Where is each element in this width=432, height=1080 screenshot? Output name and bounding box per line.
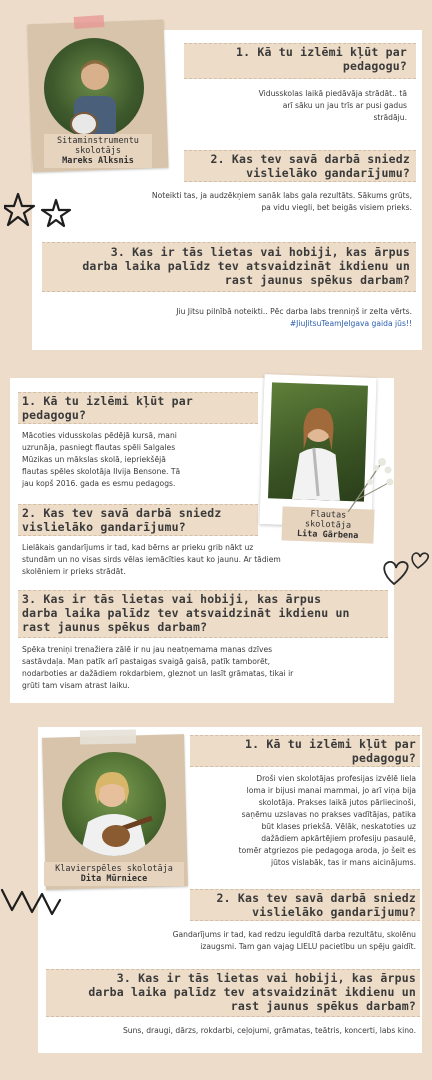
- tape-decoration: [74, 15, 105, 29]
- person-silhouette-icon: [62, 752, 166, 856]
- teacher-caption: Flautas skolotāja Lita Gārbena: [281, 506, 374, 543]
- hashtag-link[interactable]: #JiuJitsuTeamJelgava gaida jūs!!: [289, 319, 412, 328]
- teacher-caption: Klavierspēles skolotāja Dita Mūrniece: [44, 862, 184, 886]
- question-1: 1. Kā tu izlēmi kļūt par pedagogu?: [22, 394, 193, 422]
- teacher-photo-mareks: [44, 38, 144, 138]
- question-1: 1. Kā tu izlēmi kļūt par pedagogu?: [236, 45, 407, 73]
- answer-3: Jiu Jitsu pilnībā noteikti.. Pēc darba labs trenniņš ir zelta vērts. #JiuJitsuTeamJelgava gaida jūs!!: [52, 306, 412, 330]
- flower-sprig-icon: [342, 452, 400, 514]
- teacher-caption: Sitaminstrumentu skolotājs Mareks Alksnis: [44, 134, 152, 168]
- question-3: 3. Kas ir tās lietas vai hobiji, kas ārpus darba laika palīdz tev atsvaidzināt ikdienu un rast jaunus spēkus darbam?: [22, 592, 350, 634]
- answer-1: Vidusskolas laikā piedāvāja strādāt.. tā arī sāku un jau trīs ar pusi gadus strādāju.: [258, 89, 407, 122]
- question-2: 2. Kas tev savā darbā sniedz vislielāko gandarījumu?: [210, 152, 410, 180]
- answer-1: Droši vien skolotājas profesijas izvēlē liela loma ir bijusi manai mammai, jo arī viņa bija skolotāja. Prakses laikā jutos pārliecinoši, saņēmu uzslavas no prakses vadītājas, patika būt klases priekšā. Vēlāk, neskatoties uz dažādiem apkārtējiem profesiju pasaulē, tomēr atgriezos pie pedagoga aroda, jo šeit es jūtos vislabāk, tas ir mans aicinājums.: [238, 774, 416, 867]
- answer-2: Noteikti tas, ja audzēkņiem sanāk labs gala rezultāts. Sākums grūts, pa vidu viegli, bet beigās visiem prieks.: [151, 191, 412, 212]
- zigzag-doodle-icon: [0, 880, 64, 930]
- tape-decoration: [80, 730, 136, 745]
- person-silhouette-icon: [44, 38, 144, 138]
- hearts-doodle-icon: [380, 542, 432, 594]
- answer-2: Gandarījums ir tad, kad redzu ieguldītā darba rezultātu, skolēnu izaugsmi. Tam gan vajag LIELU pacietību un spēju gaidīt.: [172, 930, 416, 951]
- question-3: 3. Kas ir tās lietas vai hobiji, kas ārpus darba laika palīdz tev atsvaidzināt ikdienu un rast jaunus spēkus darbam?: [82, 245, 410, 287]
- question-3: 3. Kas ir tās lietas vai hobiji, kas ārpus darba laika palīdz tev atsvaidzināt ikdienu un rast jaunus spēkus darbam?: [88, 971, 416, 1013]
- question-2: 2. Kas tev savā darbā sniedz vislielāko gandarījumu?: [216, 891, 416, 919]
- answer-2: Lielākais gandarījums ir tad, kad bērns ar prieku grib nākt uz stundām un no visas sirds vēlas iemācīties kaut ko jaunu. Ar tādiem skolēniem ir prieks strādāt.: [22, 543, 281, 576]
- answer-3: Suns, draugi, dārzs, rokdarbi, ceļojumi, grāmatas, teātris, koncerti, labs kino.: [122, 1026, 416, 1035]
- answer-3: Spēka treniņi trenažiera zālē ir nu jau neatņemama manas dzīves sastāvdaļa. Man patīk arī pastaigas svaigā gaisā, patīk tamborēt, nodarboties ar dažādiem rokdarbiem, gleznot un lasīt grāmatas, tikai ir grūti tam visam atrast laiku.: [22, 645, 294, 690]
- teacher-photo-dita: [62, 752, 166, 856]
- question-1: 1. Kā tu izlēmi kļūt par pedagogu?: [245, 737, 416, 765]
- star-doodle-icon: [4, 190, 76, 236]
- answer-1: Mācoties vidusskolas pēdējā kursā, mani uzrunāja, pasniegt flautas spēli Salgales Mūzikas un mākslas skolā, iepriekšējā flautas spēles skolotāja Ilvija Bensone. Tā jau kopš 2016. gada es esmu pedagogs.: [22, 431, 181, 488]
- question-2: 2. Kas tev savā darbā sniedz vislielāko gandarījumu?: [22, 506, 222, 534]
